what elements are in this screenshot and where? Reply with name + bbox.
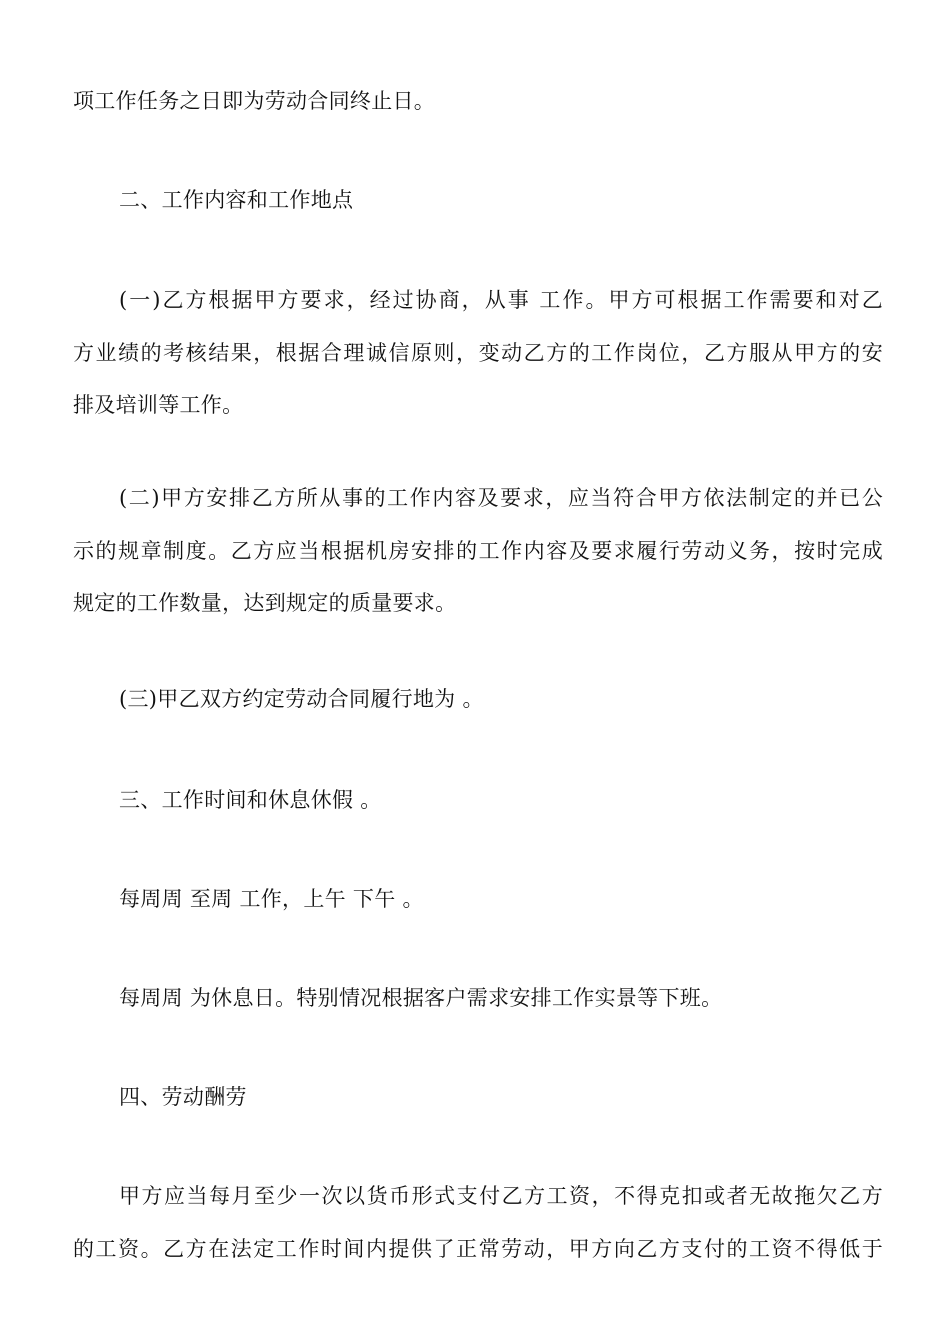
section-heading-4: 四、劳动酬劳: [119, 1085, 247, 1109]
paragraph-continuation: 项工作任务之日即为劳动合同终止日。: [73, 89, 436, 113]
paragraph-3-1: 每周周 至周 工作，上午 下午 。: [119, 887, 424, 911]
paragraph-line: 示的规章制度。乙方应当根据机房安排的工作内容及要求履行劳动义务，按时完成: [73, 538, 883, 563]
paragraph-2-3: (三)甲乙双方约定劳动合同履行地为 。: [119, 687, 484, 711]
section-heading-3: 三、工作时间和休息休假 。: [119, 788, 382, 812]
paragraph-line: 的工资。乙方在法定工作时间内提供了正常劳动，甲方向乙方支付的工资不得低于: [73, 1236, 883, 1261]
paragraph-line: 规定的工作数量，达到规定的质量要求。: [73, 591, 457, 615]
paragraph-3-2: 每周周 为休息日。特别情况根据客户需求安排工作实景等下班。: [119, 986, 723, 1010]
paragraph-line: 排及培训等工作。: [73, 393, 244, 417]
paragraph-4-1: [73, 1170, 883, 1275]
paragraph-2-2: [73, 472, 883, 630]
paragraph-line: (二)甲方安排乙方所从事的工作内容及要求，应当符合甲方依法制定的并已公: [119, 486, 883, 510]
paragraph-2-1: [73, 274, 883, 432]
paragraph-line: 方业绩的考核结果，根据合理诚信原则，变动乙方的工作岗位，乙方服从甲方的安: [73, 340, 883, 365]
paragraph-line: (一)乙方根据甲方要求，经过协商，从事 工作。甲方可根据工作需要和对乙: [119, 288, 883, 312]
paragraph-line: 甲方应当每月至少一次以货币形式支付乙方工资，不得克扣或者无故拖欠乙方: [119, 1184, 883, 1208]
section-heading-2: 二、工作内容和工作地点: [119, 188, 354, 212]
